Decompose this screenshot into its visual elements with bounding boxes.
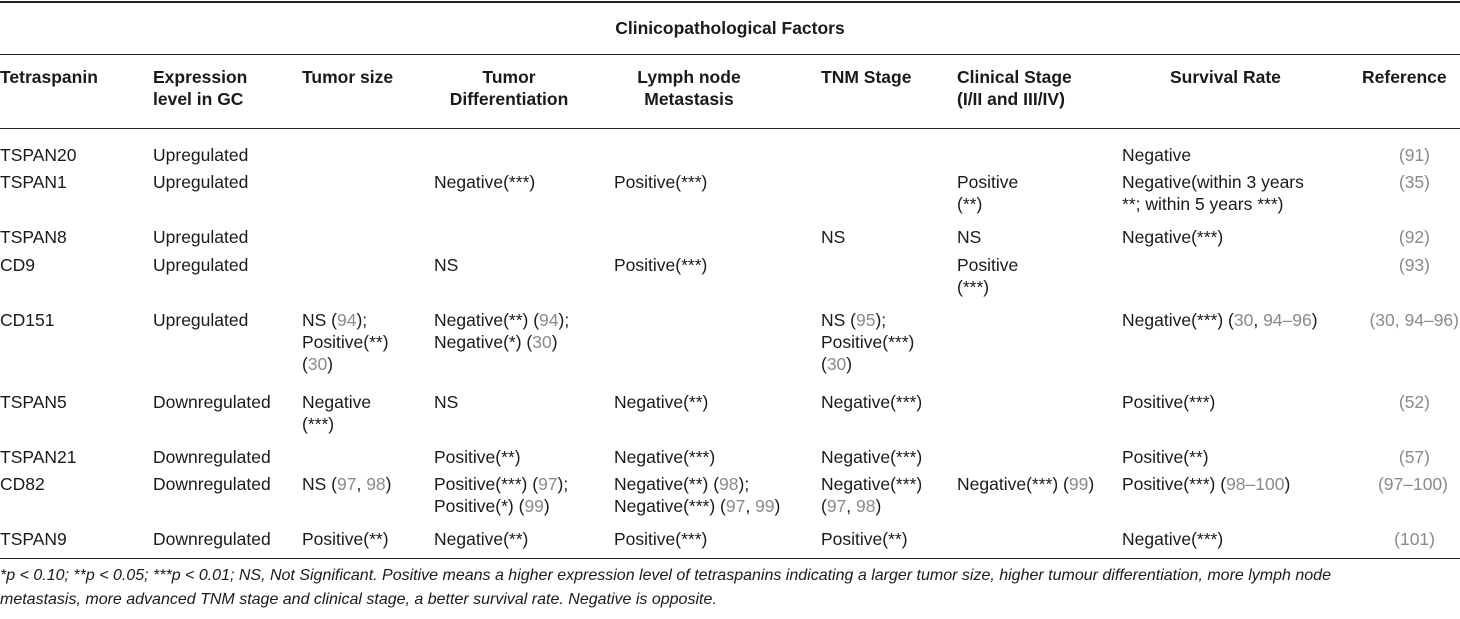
cell-expression: Downregulated [153,447,271,467]
header-tetraspanin: Tetraspanin [0,67,98,87]
cell-survival: Negative(***) [1122,529,1224,549]
cell-survival: Negative(***) (30, 94–96) [1122,310,1318,330]
cell-differentiation: Negative(**) (94); Negative(*) (30) [434,310,570,352]
cell-expression: Upregulated [153,172,249,192]
cell-reference: (57) [1398,447,1430,467]
cell-tnm-stage: NS (95); Positive(***) (30) [821,310,915,374]
header-differentiation: Tumor Differentiation [449,67,569,109]
cell-lymph-node: Negative(***) [614,447,716,467]
cell-clinical-stage: Positive (***) [957,255,1019,297]
cell-expression: Downregulated [153,474,271,494]
cell-tumor-size: NS (97, 98) [302,474,392,494]
cell-tnm-stage: Negative(***) (97, 98) [821,474,923,516]
cell-expression: Upregulated [153,255,249,275]
cell-differentiation: Positive(***) (97); Positive(*) (99) [434,474,569,516]
cell-survival: Negative [1122,145,1192,165]
header-survival-rate: Survival Rate [1170,67,1281,87]
cell-tnm-stage: Positive(**) [821,529,908,549]
header-expression: Expression level in GC [153,67,248,109]
cell-tumor-size: Positive(**) [302,529,389,549]
cell-reference: (97–100) [1377,474,1448,494]
table-bottom-rule [0,558,1460,559]
cell-lymph-node: Positive(***) [614,255,708,275]
header-lymph-node: Lymph node Metastasis [637,67,741,109]
cell-tetraspanin: TSPAN20 [0,145,77,165]
cell-survival: Positive(***) [1122,392,1216,412]
cell-clinical-stage: NS [957,227,982,247]
header-clinical-stage: Clinical Stage (I/II and III/IV) [957,67,1072,109]
cell-expression: Downregulated [153,392,271,412]
cell-reference: (52) [1398,392,1430,412]
cell-clinical-stage: Negative(***) (99) [957,474,1095,494]
cell-lymph-node: Positive(***) [614,172,708,192]
table-footnote: *p < 0.10; **p < 0.05; ***p < 0.01; NS, Not Significant. Positive means a higher expression level of tetraspanins indicating a larger tumor size, higher tumour differentiation, more lymph node metastasis, more advanced TNM stage and clinical stage, a better survival rate. Negative is opposite. [0,567,1331,608]
cell-tetraspanin: TSPAN1 [0,172,67,192]
cell-tetraspanin: TSPAN8 [0,227,67,247]
cell-survival: Negative(within 3 years **; within 5 years ***) [1122,172,1304,214]
table-top-rule [0,1,1460,3]
cell-tetraspanin: CD9 [0,255,36,275]
cell-clinical-stage: Positive (**) [957,172,1019,214]
cell-expression: Upregulated [153,227,249,247]
cell-differentiation: NS [434,392,459,412]
cell-reference: (101) [1394,529,1435,549]
cell-differentiation: Positive(**) [434,447,521,467]
cell-lymph-node: Positive(***) [614,529,708,549]
cell-tetraspanin: TSPAN9 [0,529,67,549]
cell-reference: (91) [1398,145,1430,165]
cell-reference: (93) [1398,255,1430,275]
header-reference: Reference [1362,67,1447,87]
cell-tumor-size: Negative (***) [302,392,372,434]
cell-tetraspanin: TSPAN21 [0,447,77,467]
cell-expression: Downregulated [153,529,271,549]
cell-tetraspanin: CD151 [0,310,55,330]
header-tnm-stage: TNM Stage [821,67,912,87]
cell-reference: (92) [1398,227,1430,247]
cell-survival: Positive(***) (98–100) [1122,474,1291,494]
table-title: Clinicopathological Factors [615,18,845,38]
header-underline-rule [0,128,1460,129]
cell-reference: (30, 94–96) [1369,310,1459,330]
cell-tnm-stage: Negative(***) [821,392,923,412]
cell-expression: Upregulated [153,310,249,330]
cell-differentiation: Negative(***) [434,172,536,192]
title-underline-rule [0,54,1460,55]
cell-tetraspanin: CD82 [0,474,45,494]
cell-survival: Positive(**) [1122,447,1209,467]
header-tumor-size: Tumor size [302,67,394,87]
cell-differentiation: NS [434,255,459,275]
cell-survival: Negative(***) [1122,227,1224,247]
cell-tetraspanin: TSPAN5 [0,392,67,412]
cell-reference: (35) [1398,172,1430,192]
cell-lymph-node: Negative(**) [614,392,709,412]
cell-tnm-stage: Negative(***) [821,447,923,467]
cell-tumor-size: NS (94); Positive(**) (30) [302,310,389,374]
cell-lymph-node: Negative(**) (98); Negative(***) (97, 99) [614,474,781,516]
cell-expression: Upregulated [153,145,249,165]
cell-tnm-stage: NS [821,227,846,247]
cell-differentiation: Negative(**) [434,529,529,549]
